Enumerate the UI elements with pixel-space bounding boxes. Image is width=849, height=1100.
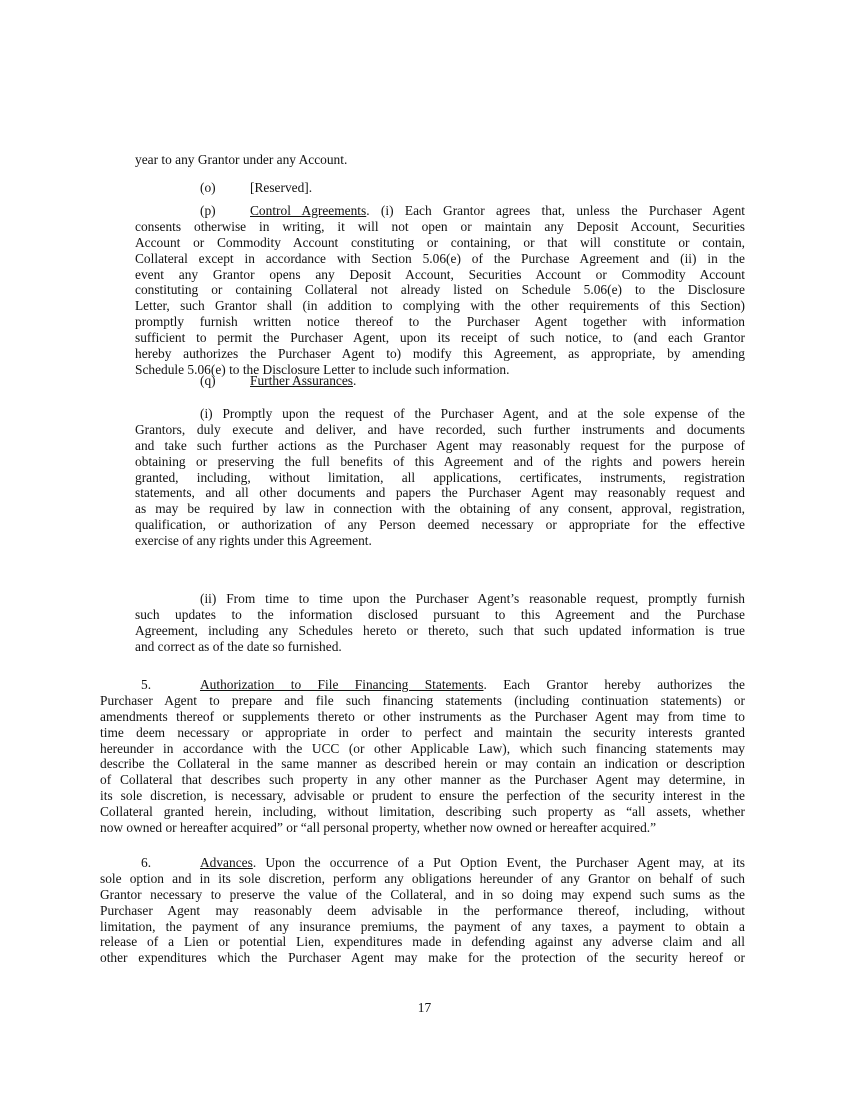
text-line: its sole discretion, is necessary, advisable or prudent to ensure the perfection of the security interest in the	[100, 788, 745, 804]
section-heading: Further Assurances	[250, 373, 354, 388]
section-heading: Advances	[200, 855, 253, 870]
text-line: sufficient to permit the Purchaser Agent, upon its receipt of such notice, to (and each Grantor	[135, 330, 745, 346]
text-line: Schedule 5.06(e) to the Disclosure Letter to include such information.	[135, 361, 510, 377]
text-line: time deem necessary or appropriate in order to perfect and maintain the security interests granted	[100, 724, 745, 740]
section-label: 5.	[141, 677, 152, 692]
text-line: (i) Promptly upon the request of the Purchaser Agent, and at the sole expense of the	[200, 406, 745, 421]
text-line: Letter, such Grantor shall (in addition to complying with the other requirements of this Section)	[135, 298, 745, 314]
intro-line: year to any Grantor under any Account.	[135, 152, 348, 167]
first-line-rest: . Upon the occurrence of a Put Option Event, the Purchaser Agent may, at its	[252, 855, 745, 870]
page-number: 17	[417, 1000, 432, 1015]
text-line: and take such further actions as the Purchaser Agent may reasonably request for the purpose of	[135, 437, 745, 453]
text-line: Grantor necessary to preserve the value of the Collateral, and in so doing may expend such sums as the	[100, 886, 745, 902]
section-label: (q)	[200, 373, 216, 388]
text-line: describe the Collateral in the same manner as described herein or may contain an indication or description	[100, 756, 745, 772]
text-line: statements, and all other documents and papers the Purchaser Agent may reasonably request and	[135, 485, 745, 501]
text-line: constituting or containing Collateral not already listed on Schedule 5.06(e) to the Disclosure	[135, 282, 745, 298]
text-line: amendments thereof or supplements thereto or other instruments as the Purchaser Agent may from time to	[100, 708, 745, 724]
text-line: Purchaser Agent may reasonably deem advisable in the performance thereof, including, without	[100, 902, 745, 918]
text-line: Purchaser Agent to prepare and file such financing statements (including continuation statements) or	[100, 692, 745, 708]
text-line: qualification, or authorization of any Person deemed necessary or appropriate for the effective	[135, 517, 745, 533]
section-o	[135, 180, 745, 196]
text-line: release of a Lien or potential Lien, expenditures made in defending against any adverse claim and all	[100, 934, 745, 950]
text-line: other expenditures which the Purchaser Agent may make for the protection of the security hereof or	[100, 950, 745, 966]
section-6-advances	[100, 855, 745, 966]
text-line: Collateral granted herein, including, without limitation, describing such property as “all assets, whether	[100, 804, 745, 820]
text-line: hereby authorizes the Purchaser Agent to) modify this Agreement, as appropriate, by amending	[135, 346, 745, 362]
text-line: obtaining or preserving the full benefits of this Agreement and of the rights and powers herein	[135, 453, 745, 469]
section-heading: Authorization to File Financing Statements	[200, 677, 484, 692]
section-p-control-agreements	[135, 203, 745, 378]
text-line: granted, including, without limitation, all applications, certificates, instruments, registration	[135, 469, 745, 485]
first-line-rest: . (i) Each Grantor agrees that, unless the Purchaser Agent	[366, 203, 745, 218]
text-line: Account or Commodity Account constituting or containing, or that will constitute or contain,	[135, 234, 745, 250]
text-line: limitation, the payment of any insurance premiums, the payment of any taxes, a payment to obtain a	[100, 918, 745, 934]
text-line: now owned or hereafter acquired” or “all personal property, whether now owned or hereafter acquired.”	[100, 820, 657, 836]
section-q-further-assurances: (q) Further Assurances.	[200, 373, 357, 388]
first-line-rest: . Each Grantor hereby authorizes the	[483, 677, 745, 692]
section-5-authorization	[100, 677, 745, 836]
text-line: hereunder in accordance with the UCC (or other Applicable Law), which such financing statements may	[100, 740, 745, 756]
section-heading: Control Agreements	[250, 203, 367, 218]
paragraph-q-i	[135, 406, 745, 549]
section-label: (o)	[200, 180, 216, 195]
section-label: 6.	[141, 855, 152, 870]
text-line: of Collateral that describes such property in any other manner as the Purchaser Agent may determine, in	[100, 772, 745, 788]
text-line: exercise of any rights under this Agreement.	[135, 533, 372, 549]
paragraph-q-ii	[135, 591, 745, 655]
text-line: Collateral except in accordance with Section 5.06(e) of the Purchase Agreement and (ii) in the	[135, 250, 745, 266]
text-line: sole option and in its sole discretion, perform any obligations hereunder of any Grantor on behalf of such	[100, 870, 745, 886]
section-label: (p)	[200, 203, 216, 218]
text-line: Agreement, including any Schedules hereto or thereto, such that such updated information is true	[135, 622, 745, 638]
text-line: and correct as of the date so furnished.	[135, 638, 342, 654]
text-line: Grantors, duly execute and deliver, and have recorded, such further instruments and documents	[135, 421, 745, 437]
text-line: consents otherwise in writing, it will not open or maintain any Deposit Account, Securities	[135, 218, 745, 234]
text-line: promptly furnish written notice thereof to the Purchaser Agent together with information	[135, 314, 745, 330]
text-line: (ii) From time to time upon the Purchaser Agent’s reasonable request, promptly furnish	[200, 591, 745, 606]
text-line: as may be required by law in connection with the obtaining of any consent, approval, registration,	[135, 501, 745, 517]
section-text: [Reserved].	[250, 180, 313, 195]
text-line: event any Grantor opens any Deposit Account, Securities Account or Commodity Account	[135, 266, 745, 282]
text-line: such updates to the information disclosed pursuant to this Agreement and the Purchase	[135, 606, 745, 622]
